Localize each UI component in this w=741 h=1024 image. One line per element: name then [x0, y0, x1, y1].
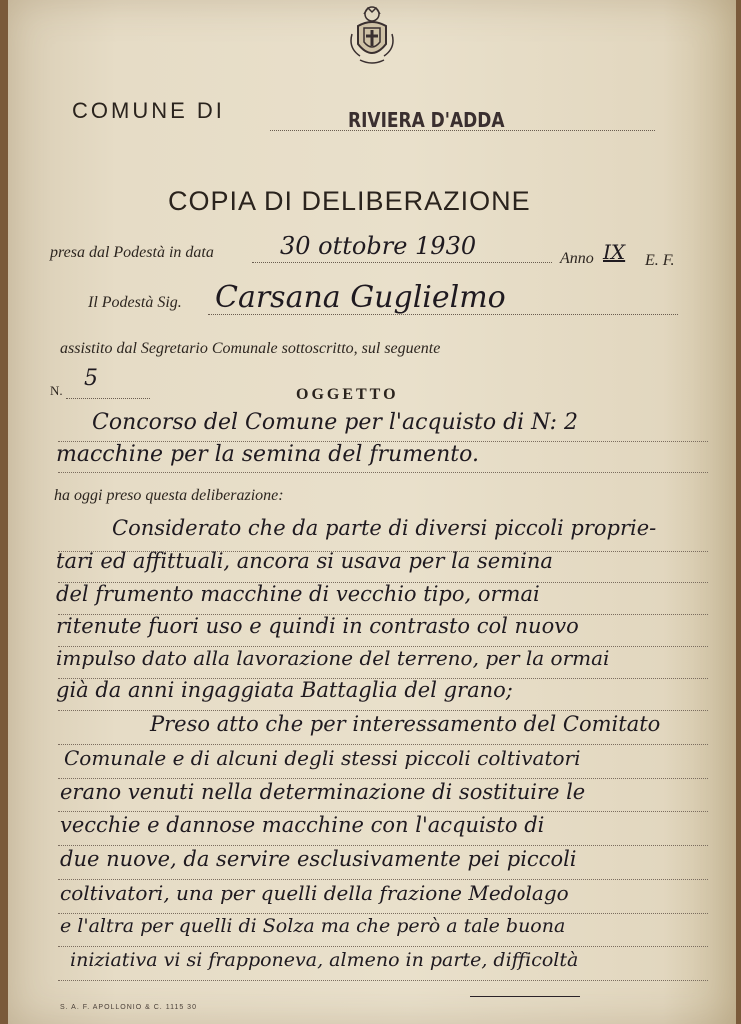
body-rule	[58, 879, 708, 880]
anno-label: Anno	[560, 250, 594, 267]
body-line: tari ed affittuali, ancora si usava per la semina	[56, 549, 553, 573]
numero-line	[66, 398, 150, 399]
assistito-text: assistito dal Segretario Comunale sottoscritto, sul seguente	[60, 340, 441, 357]
numero-label: N.	[50, 383, 63, 398]
savoy-crest-icon	[344, 4, 400, 68]
body-line: iniziativa vi si frapponeva, almeno in parte, difficoltà	[70, 949, 579, 971]
body-line: Considerato che da parte di diversi piccoli proprie-	[112, 516, 657, 540]
body-line: ritenute fuori uso e quindi in contrasto col nuovo	[56, 614, 579, 638]
data-line	[252, 262, 552, 263]
podesta-value: Carsana Guglielmo	[215, 280, 506, 315]
body-rule	[58, 811, 708, 812]
body-rule	[58, 946, 708, 947]
printer-footer: S. A. F. APOLLONIO & C. 1115 30	[60, 1004, 197, 1011]
body-line: vecchie e dannose macchine con l'acquisto di	[60, 813, 545, 837]
comune-stamp: RIVIERA D'ADDA	[348, 108, 505, 132]
body-line: Comunale e di alcuni degli stessi piccoli coltivatori	[64, 746, 581, 770]
data-value: 30 ottobre 1930	[280, 232, 477, 260]
body-rule	[58, 710, 708, 711]
body-line: impulso dato alla lavorazione del terreno, per la ormai	[56, 646, 610, 670]
body-line: due nuove, da servire esclusivamente pei piccoli	[60, 847, 577, 871]
body-rule	[58, 845, 708, 846]
numero-value: 5	[84, 366, 98, 391]
data-label: presa dal Podestà in data	[50, 244, 214, 261]
podesta-label: Il Podestà Sig.	[88, 294, 182, 311]
anno-value: IX	[603, 240, 626, 264]
oggetto-label: OGGETTO	[296, 386, 399, 403]
body-line: del frumento macchine di vecchio tipo, ormai	[56, 582, 540, 606]
anno-suffix: E. F.	[645, 252, 675, 269]
oggetto-line-2: macchine per la semina del frumento.	[56, 442, 479, 467]
body-rule	[58, 980, 708, 981]
body-rule	[58, 744, 708, 745]
document-title: COPIA DI DELIBERAZIONE	[168, 186, 531, 216]
body-line: Preso atto che per interessamento del Comitato	[150, 712, 661, 736]
body-rule	[58, 913, 708, 914]
closing-stroke	[470, 996, 580, 997]
body-line: coltivatori, una per quelli della frazione Medolago	[60, 881, 569, 905]
comune-label: COMUNE DI	[72, 98, 225, 123]
oggetto-line-1: Concorso del Comune per l'acquisto di N: 2	[92, 410, 579, 435]
preso-text: ha oggi preso questa deliberazione:	[54, 487, 284, 504]
body-line: erano venuti nella determinazione di sostituire le	[60, 780, 586, 804]
body-line: già da anni ingaggiata Battaglia del grano;	[56, 678, 513, 702]
body-line: e l'altra per quelli di Solza ma che però a tale buona	[60, 915, 566, 937]
oggetto-rule-2	[58, 472, 708, 473]
body-rule	[58, 778, 708, 779]
